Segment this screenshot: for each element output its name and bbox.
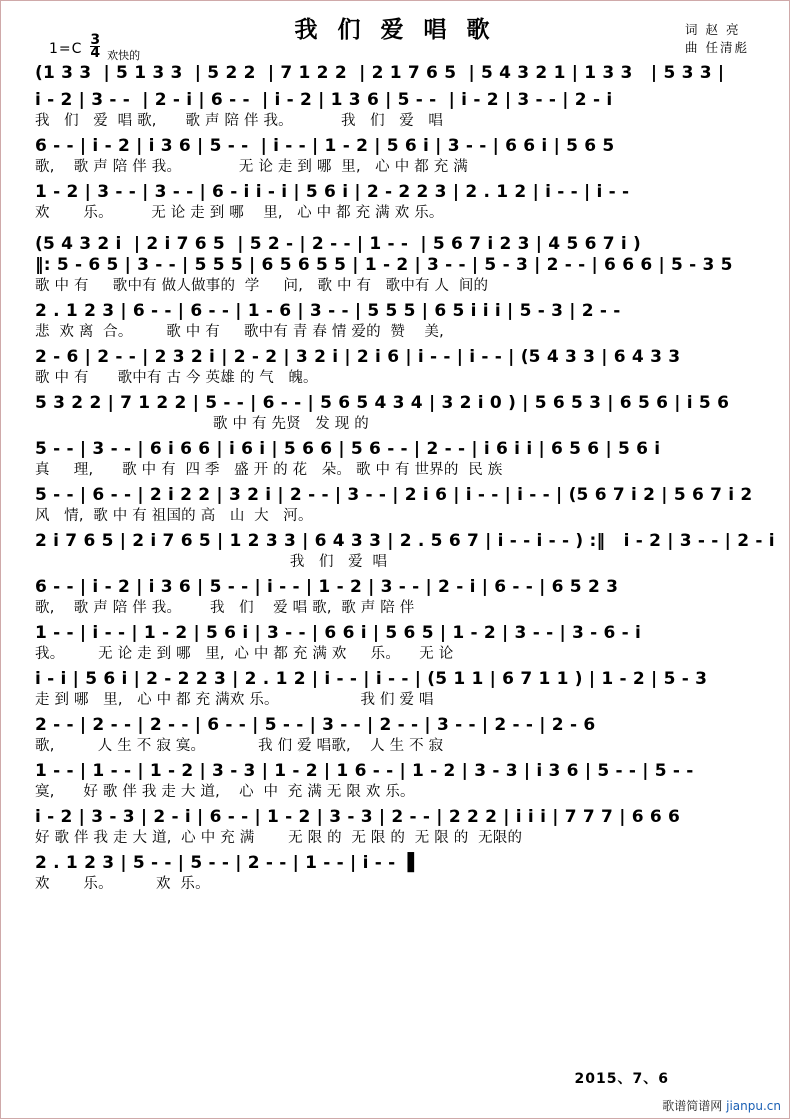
notation-line: 6 - - | i - 2 | i 3 6 | 5 - - | i - - | 1 - 2 | 3 - - | 2 - i | 6 - - | 6 5 2 3 <box>35 577 619 597</box>
notation-line: 2 - 6 | 2 - - | 2 3 2 i | 2 - 2 | 3 2 i | 2 i 6 | i - - | i - - | (5 4 3 3 | 6 4 3 3 <box>35 347 681 367</box>
notation-line: 5 - - | 6 - - | 2 i 2 2 | 3 2 i | 2 - - | 3 - - | 2 i 6 | i - - | i - - | (5 6 7 i 2 | 5 6 7 i 2 <box>35 485 753 505</box>
credits <box>685 21 749 57</box>
lyric-line: 欢 乐。 无 论 走 到 哪 里, 心 中 都 充 满 欢 乐。 <box>35 205 444 221</box>
key-label: 1=C <box>49 41 83 57</box>
key-signature <box>49 32 141 63</box>
date-stamp: 2015、7、6 <box>574 1071 669 1087</box>
notation-line: 1 - 2 | 3 - - | 3 - - | 6 - i i - i | 5 6 i | 2 - 2 2 3 | 2 . 1 2 | i - - | i - - <box>35 182 630 202</box>
lyric-line: 歌, 歌 声 陪 伴 我。 无 论 走 到 哪 里, 心 中 都 充 满 <box>35 159 468 175</box>
time-signature <box>90 32 101 61</box>
lyric-line: 歌, 人 生 不 寂 寞。 我 们 爱 唱歌, 人 生 不 寂 <box>35 738 444 754</box>
lyric-line: 真 理, 歌 中 有 四 季 盛 开 的 花 朵。 歌 中 有 世界的 民 族 <box>35 462 503 478</box>
lyric-line: 我 们 爱 唱 <box>35 554 388 570</box>
notation-line: i - 2 | 3 - 3 | 2 - i | 6 - - | 1 - 2 | 3 - 3 | 2 - - | 2 2 2 | i i i | 7 7 7 | 6 6 6 <box>35 807 681 827</box>
composer-credit: 曲 任清彪 <box>685 40 749 55</box>
notation-line: 1 - - | i - - | 1 - 2 | 5 6 i | 3 - - | 6 6 i | 5 6 5 | 1 - 2 | 3 - - | 3 - 6 - i <box>35 623 642 643</box>
notation-line: 2 i 7 6 5 | 2 i 7 6 5 | 1 2 3 3 | 6 4 3 3 | 2 . 5 6 7 | i - - i - - ) :‖ i - 2 | 3 - - | 2 - i <box>35 531 775 551</box>
notation-line: (1 3 3 | 5 1 3 3 | 5 2 2 | 7 1 2 2 | 2 1 7 6 5 | 5 4 3 2 1 | 1 3 3 | 5 3 3 | <box>35 63 725 83</box>
notation-line: i - i | 5 6 i | 2 - 2 2 3 | 2 . 1 2 | i - - | i - - | (5 1 1 | 6 7 1 1 ) | 1 - 2 | 5 - 3 <box>35 669 708 689</box>
lyric-line: 歌, 歌 声 陪 伴 我。 我 们 爱 唱 歌, 歌 声 陪 伴 <box>35 600 415 616</box>
site-name: 歌谱简谱网 <box>662 1099 723 1113</box>
notation-line: 2 . 1 2 3 | 5 - - | 5 - - | 2 - - | 1 - - | i - - ▌ <box>35 853 421 873</box>
lyric-line: 歌 中 有 先贤 发 现 的 <box>35 416 370 432</box>
site-url: jianpu.cn <box>726 1099 781 1113</box>
lyric-line: 歌 中 有 歌中有 做人做事的 学 问, 歌 中 有 歌中有 人 间的 <box>35 278 489 294</box>
notation-line: 2 - - | 2 - - | 2 - - | 6 - - | 5 - - | 3 - - | 2 - - | 3 - - | 2 - - | 2 - 6 <box>35 715 596 735</box>
notation-line: i - 2 | 3 - - | 2 - i | 6 - - | i - 2 | 1 3 6 | 5 - - | i - 2 | 3 - - | 2 - i <box>35 90 613 110</box>
site-credit <box>662 1097 781 1114</box>
lyric-line: 风 情, 歌 中 有 祖国的 高 山 大 河。 <box>35 508 313 524</box>
notation-line: 5 3 2 2 | 7 1 2 2 | 5 - - | 6 - - | 5 6 5 4 3 4 | 3 2 i 0 ) | 5 6 5 3 | 6 5 6 | i 5 6 <box>35 393 730 413</box>
notation-line: 2 . 1 2 3 | 6 - - | 6 - - | 1 - 6 | 3 - - | 5 5 5 | 6 5 i i i | 5 - 3 | 2 - - <box>35 301 621 321</box>
lyric-line: 好 歌 伴 我 走 大 道, 心 中 充 满 无 限 的 无 限 的 无 限 的 无限的 <box>35 830 523 846</box>
time-signature-denominator: 4 <box>90 45 101 61</box>
lyricist-credit: 词 赵 亮 <box>685 22 741 37</box>
tempo-marking: 欢快的 <box>107 49 141 62</box>
score-body <box>35 63 775 899</box>
lyric-line: 欢 乐。 欢 乐。 <box>35 876 210 892</box>
notation-line: (5 4 3 2 i | 2 i 7 6 5 | 5 2 - | 2 - - | 1 - - | 5 6 7 i 2 3 | 4 5 6 7 i ) <box>35 234 642 254</box>
lyric-line: 歌 中 有 歌中有 古 今 英雄 的 气 魄。 <box>35 370 318 386</box>
lyric-line: 走 到 哪 里, 心 中 都 充 满欢 乐。 我 们 爱 唱 <box>35 692 434 708</box>
time-signature-numerator: 3 <box>90 32 101 48</box>
lyric-line: 我。 无 论 走 到 哪 里, 心 中 都 充 满 欢 乐。 无 论 <box>35 646 454 662</box>
notation-line: ‖: 5 - 6 5 | 3 - - | 5 5 5 | 6 5 6 5 5 | 1 - 2 | 3 - - | 5 - 3 | 2 - - | 6 6 6 | 5 - 3 5 <box>35 255 733 275</box>
notation-line: 6 - - | i - 2 | i 3 6 | 5 - - | i - - | 1 - 2 | 5 6 i | 3 - - | 6 6 i | 5 6 5 <box>35 136 615 156</box>
lyric-line: 悲 欢 离 合。 歌 中 有 歌中有 青 春 情 爱的 赞 美, <box>35 324 444 340</box>
notation-line: 5 - - | 3 - - | 6 i 6 6 | i 6 i | 5 6 6 | 5 6 - - | 2 - - | i 6 i i | 6 5 6 | 5 6 i <box>35 439 661 459</box>
lyric-line: 寞, 好 歌 伴 我 走 大 道, 心 中 充 满 无 限 欢 乐。 <box>35 784 415 800</box>
lyric-line: 我 们 爱 唱 歌, 歌 声 陪 伴 我。 我 们 爱 唱 <box>35 113 444 129</box>
page-title: 我 们 爱 唱 歌 <box>294 17 496 43</box>
notation-line: 1 - - | 1 - - | 1 - 2 | 3 - 3 | 1 - 2 | 1 6 - - | 1 - 2 | 3 - 3 | i 3 6 | 5 - - | 5 - - <box>35 761 694 781</box>
